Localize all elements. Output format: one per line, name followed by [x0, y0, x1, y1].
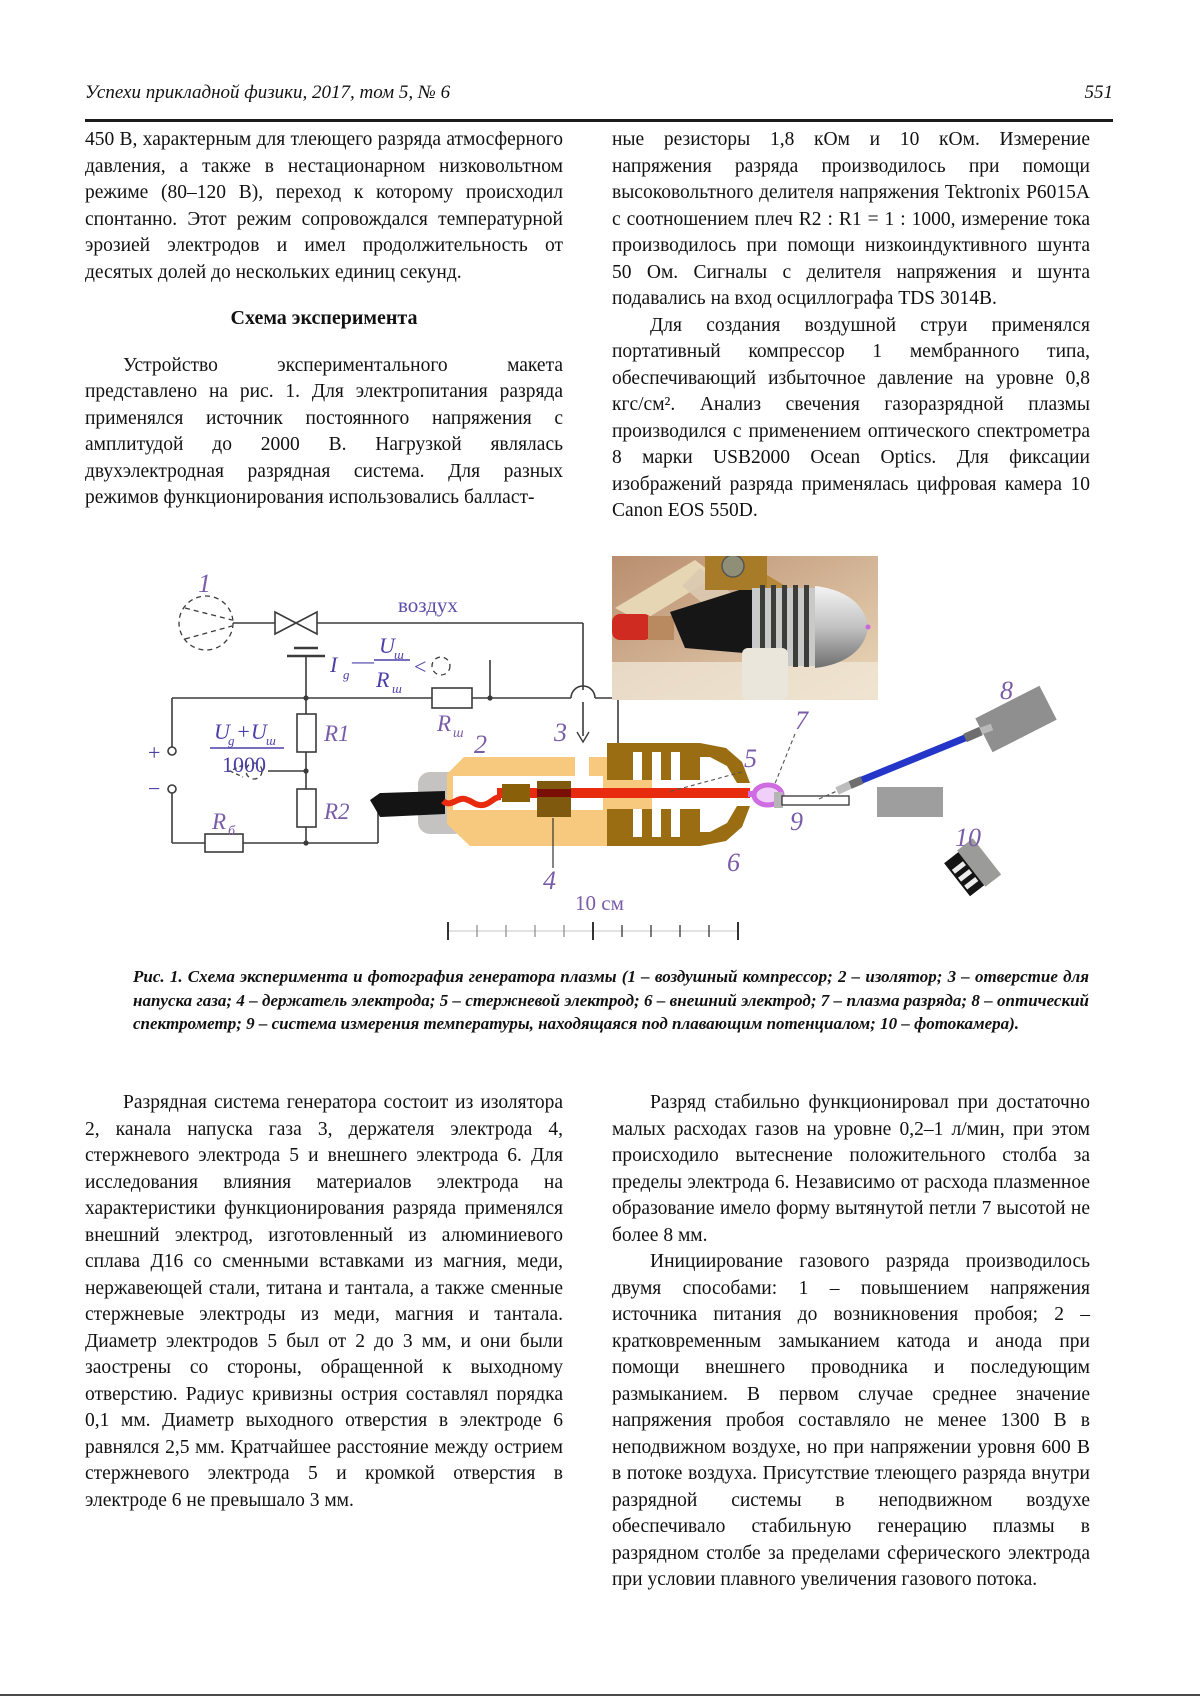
oscilloscope-icon — [432, 657, 450, 675]
rod-electrode-shape — [497, 788, 750, 798]
spectrometer-icon — [819, 686, 1057, 799]
paragraph: Устройство экспериментального макета представлено на рис. 1. Для электропитания разряда применялся источник постоянного напряжения с амплитудой до 2000 В. Нагрузкой являлась двухэлектродная разрядная система. Для разных режимов функционирования использовались балласт- — [85, 354, 563, 508]
mount-block — [877, 787, 943, 817]
formula-u1: U — [214, 719, 230, 744]
formula-dash: — — [352, 648, 374, 673]
shunt-resistor-sub: ш — [453, 726, 464, 741]
scale-label: 10 см — [575, 891, 624, 915]
photo-inset — [612, 555, 878, 700]
plasma-generator-drawing — [370, 743, 782, 846]
power-cable — [370, 791, 445, 817]
formula-den2: R — [376, 667, 390, 692]
ballast-resistor-label: R — [212, 809, 227, 834]
formula-i: I — [330, 652, 338, 677]
formula-num-sub: ш — [394, 647, 404, 662]
label-probe: 9 — [790, 807, 803, 836]
shunt-resistor-label: R — [437, 711, 452, 736]
ballast-resistor-sub: б — [228, 824, 236, 839]
shunt-resistor — [432, 688, 472, 708]
label-rod: 5 — [744, 744, 757, 773]
divider-formula — [210, 719, 284, 777]
r2-label: R2 — [324, 799, 350, 824]
formula-u2-sub: ш — [266, 733, 276, 748]
ballast-resistor — [205, 834, 243, 852]
label-insulator: 2 — [474, 730, 487, 759]
air-line — [317, 623, 589, 742]
paragraph: Инициирование газового разряда производилось двумя способами: 1 – повышением напряжения источника питания до возникновения пробоя; 2 – кратковременным замыканием катода и анода при помощи внешнего проводника и последующим размыканием. В первом случае среднее значение напряжения пробоя составляло не менее 1300 В в неподвижном воздухе, но при напряжении уровня 600 В в потоке воздуха. Присутствие тлеющего разряда внутри разрядной системы в неподвижном воздухе обеспечивало стабильную генерацию плазмы в разрядном столбе за пределами сферического электрода при условии плавного увеличения газового потока. — [612, 1251, 1090, 1590]
paragraph: Разряд стабильно функционировал при достаточно малых расходах газов на уровне 0,2–1 л/мин, при этом происходило вытеснение положительного столба за пределы электрода 6. Независимо от расхода плазменное образование имело форму вытянутой петли 7 высотой не более 8 мм. — [612, 1092, 1090, 1246]
air-label: воздух — [398, 593, 458, 617]
formula-den-sub: ш — [392, 681, 402, 696]
temp-probe — [774, 792, 849, 808]
formula-num: U — [379, 633, 395, 658]
label-outer-electrode: 6 — [727, 848, 740, 877]
formula-i-sub: g — [343, 667, 350, 682]
paragraph: Разрядная система генератора состоит из изолятора 2, канала напуска газа 3, держателя электрода 4, стержневого электрода 5 и внешнего электрода 6. Для исследования влияния материалов электрода на характеристики функционирования разряда применялся внешний электрод, изготовленный из алюминиевого сплава Д16 со сменными вставками из магния, меди, нержавеющей стали, титана и тантала, а также сменные стержневые электроды из меди, магния и тантала. Диаметр электродов 5 был от 2 до 3 мм, и они были заострены со стороны, обращенной к выходному отверстию. Радиус кривизны острия составлял порядка 0,1 мм. Диаметр выходного отверстия в электроде 6 равнялся 2,5 мм. Кратчайшее расстояние между острием стержневого электрода 5 и кромкой отверстия в электроде 6 не превышало 3 мм. — [85, 1092, 563, 1511]
valve-icon — [275, 612, 317, 634]
page-number: 551 — [1084, 82, 1113, 103]
gas-inlet-slot — [575, 757, 589, 783]
right-column-bottom — [612, 1090, 1090, 1594]
figure-caption: Рис. 1. Схема эксперимента и фотография генератора плазмы (1 – воздушный компрессор; 2 – изолятор; 3 – отверстие для напуска газа; 4 – держатель электрода; 5 – стержневой электрод; 6 – внешний электрод; 7 – плазма разряда; 8 – оптический спектрометр; 9 – система измерения температуры, находящаяся под плавающим потенциалом; 10 – фотокамера). — [133, 967, 1089, 1033]
label-compressor: 1 — [198, 569, 211, 598]
current-formula — [329, 633, 450, 696]
leader-plasma — [774, 734, 795, 786]
paragraph: Для создания воздушной струи применялся портативный компрессор 1 мембранного типа, обеспечивающий избыточное давление на уровне 0,8 кгс/см². Анализ свечения газоразрядной плазмы производился с применением оптического спектрометра 8 марки USB2000 Ocean Optics. Для фиксации изображений разряда применялась цифровая камера 10 Canon EOS 550D. — [612, 314, 1090, 521]
inner-contact-block — [502, 784, 530, 802]
label-camera: 10 — [955, 823, 981, 852]
resistor-r2 — [297, 789, 316, 827]
plus-sign: + — [148, 740, 161, 765]
journal-title: Успехи прикладной физики, 2017, том 5, № 6 — [85, 82, 451, 103]
section-heading: Схема эксперимента — [230, 307, 418, 329]
scale-ruler — [448, 922, 739, 940]
formula-den: 1000 — [222, 752, 266, 777]
minus-terminal — [168, 785, 176, 793]
label-gas-inlet: 3 — [554, 718, 567, 747]
page-bottom-rule — [0, 1694, 1200, 1696]
paragraph-continuation: 450 В, характерным для тлеющего разряда атмосферного давления, а также в нестационарном низковольтном режиме (80–120 В), переход к которому происходил спонтанно. Этот режим сопровождался температурной эрозией электродов и имел продолжительность от десятых долей до нескольких единиц секунд. — [85, 129, 563, 283]
electrode-holder-shape — [537, 781, 571, 817]
ground-icon — [287, 648, 325, 698]
r1-label: R1 — [324, 721, 350, 746]
minus-sign: − — [148, 776, 161, 801]
paragraph-continuation: ные резисторы 1,8 кОм и 10 кОм. Измерение напряжения разряда производилось при помощи высоковольтного делителя напряжения Tektronix P6015A с соотношением плеч R2 : R1 = 1 : 1000, измерение тока производилось при помощи низкоиндуктивного шунта 50 Ом. Сигналы с делителя напряжения и шунта подавались на вход осциллографа TDS 3014B. — [612, 129, 1090, 309]
label-plasma: 7 — [795, 706, 808, 735]
formula-plus-u: +U — [236, 719, 267, 744]
left-column-bottom — [85, 1090, 563, 1514]
label-holder: 4 — [543, 866, 556, 895]
formula-lt: < — [414, 654, 427, 679]
resistor-r1 — [297, 714, 316, 752]
compressor-icon — [179, 596, 275, 650]
plus-terminal — [168, 747, 176, 755]
fiber-cable — [862, 738, 965, 780]
label-spectrometer: 8 — [1000, 676, 1013, 705]
formula-u1-sub: g — [228, 733, 235, 748]
photo-red-cable — [612, 614, 652, 640]
